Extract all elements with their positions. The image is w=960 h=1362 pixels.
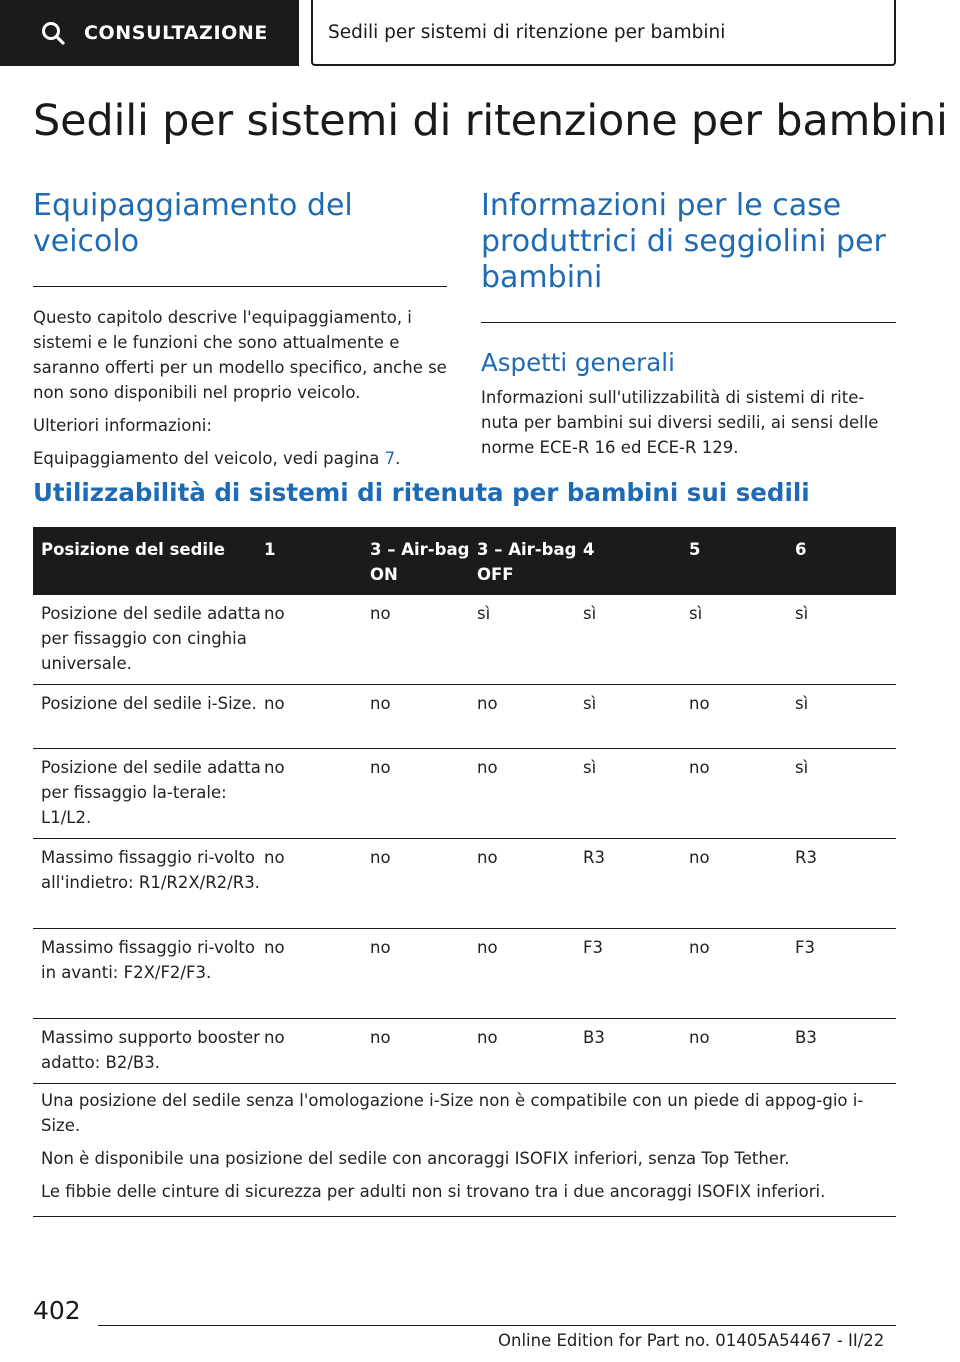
table-cell: no bbox=[264, 848, 285, 867]
section-tab-consultazione[interactable] bbox=[0, 0, 299, 66]
table-cell: sì bbox=[477, 604, 491, 623]
table-cell: no bbox=[370, 848, 391, 867]
header-seat-4: 4 bbox=[583, 540, 595, 559]
table-cell: B3 bbox=[795, 1028, 817, 1047]
edition-text: Online Edition for Part no. 01405A54467 - II/22 bbox=[498, 1331, 885, 1350]
chapter-title: Sedili per sistemi di ritenzione per bambini bbox=[328, 21, 726, 43]
right-column bbox=[481, 188, 896, 460]
table-cell: R3 bbox=[795, 848, 817, 867]
header-seat-position: Posizione del sedile bbox=[41, 540, 225, 559]
row-label: Massimo fissaggio ri-volto in avanti: F2X/F2/F3. bbox=[41, 938, 255, 982]
table-cell: sì bbox=[795, 694, 809, 713]
table-cell: no bbox=[370, 938, 391, 957]
table-cell: sì bbox=[583, 604, 597, 623]
page-header bbox=[0, 0, 960, 66]
table-cell: no bbox=[264, 604, 285, 623]
table-header-row bbox=[33, 527, 896, 595]
table-cell: F3 bbox=[795, 938, 815, 957]
header-seat-5: 5 bbox=[689, 540, 701, 559]
header-seat-6: 6 bbox=[795, 540, 807, 559]
table-cell: F3 bbox=[583, 938, 603, 957]
equipment-reference bbox=[33, 446, 447, 471]
page-link[interactable]: 7 bbox=[384, 449, 396, 468]
row-label: Posizione del sedile i-Size. bbox=[41, 694, 257, 713]
table-cell: no bbox=[689, 694, 710, 713]
table-cell: no bbox=[370, 694, 391, 713]
table-row bbox=[33, 685, 896, 749]
table-cell: no bbox=[264, 938, 285, 957]
chapter-tab[interactable] bbox=[311, 0, 896, 66]
table-cell: no bbox=[264, 694, 285, 713]
equipment-description: Questo capitolo descrive l'equipaggiamento, i sistemi e le funzioni che sono attualmente e saranno offerti per un modello specifico, anche se non sono disponibili nel proprio veicolo. bbox=[33, 308, 447, 402]
table-note: Una posizione del sedile senza l'omologazione i-Size non è compatibile con un piede di appog-gio i-Size. bbox=[41, 1091, 864, 1135]
table-cell: no bbox=[477, 938, 498, 957]
table-cell: sì bbox=[583, 758, 597, 777]
table-cell: no bbox=[264, 1028, 285, 1047]
footer-divider bbox=[98, 1325, 896, 1326]
reference-suffix: . bbox=[395, 449, 401, 468]
table-row bbox=[33, 595, 896, 685]
seat-suitability-table bbox=[33, 527, 896, 1217]
row-label: Posizione del sedile adatta per fissaggio con cinghia universale. bbox=[41, 604, 261, 673]
row-label: Posizione del sedile adatta per fissaggio la-terale: L1/L2. bbox=[41, 758, 261, 827]
table-note: Le fibbie delle cinture di sicurezza per adulti non si trovano tra i due ancoraggi ISOFIX inferiori. bbox=[41, 1182, 826, 1201]
table-cell: B3 bbox=[583, 1028, 605, 1047]
table-cell: no bbox=[689, 1028, 710, 1047]
table-notes bbox=[33, 1084, 896, 1217]
table-cell: sì bbox=[795, 604, 809, 623]
table-cell: sì bbox=[689, 604, 703, 623]
table-cell: no bbox=[477, 1028, 498, 1047]
table-cell: no bbox=[264, 758, 285, 777]
manufacturer-info-heading: Informazioni per le case produttrici di seggiolini per bambini bbox=[481, 188, 886, 295]
table-cell: sì bbox=[795, 758, 809, 777]
table-cell: no bbox=[477, 758, 498, 777]
table-title: Utilizzabilità di sistemi di ritenuta per bambini sui sedili bbox=[33, 478, 810, 507]
general-aspects-heading: Aspetti generali bbox=[481, 348, 675, 377]
table-row bbox=[33, 749, 896, 839]
search-icon bbox=[40, 20, 66, 46]
header-seat-3-airbag-off: 3 – Air-bag OFF bbox=[477, 540, 577, 584]
table-cell: no bbox=[370, 604, 391, 623]
header-seat-1: 1 bbox=[264, 540, 276, 559]
table-row bbox=[33, 1019, 896, 1084]
table-cell: sì bbox=[583, 694, 597, 713]
general-aspects-text: Informazioni sull'utilizzabilità di sistemi di rite-nuta per bambini sui diversi sedili, ai sensi delle norme ECE-R 16 ed ECE-R 129. bbox=[481, 388, 879, 457]
section-divider bbox=[33, 286, 447, 287]
row-label: Massimo fissaggio ri-volto all'indietro: R1/R2X/R2/R3. bbox=[41, 848, 260, 892]
table-cell: no bbox=[477, 694, 498, 713]
further-info-label: Ulteriori informazioni: bbox=[33, 416, 212, 435]
header-seat-3-airbag-on: 3 – Air-bag ON bbox=[370, 540, 470, 584]
section-label: CONSULTAZIONE bbox=[84, 22, 268, 44]
table-cell: no bbox=[370, 1028, 391, 1047]
table-cell: no bbox=[477, 848, 498, 867]
table-cell: no bbox=[370, 758, 391, 777]
reference-text: Equipaggiamento del veicolo, vedi pagina bbox=[33, 449, 385, 468]
table-cell: no bbox=[689, 938, 710, 957]
table-cell: R3 bbox=[583, 848, 605, 867]
table-row bbox=[33, 839, 896, 929]
page-title: Sedili per sistemi di ritenzione per bambini bbox=[33, 96, 948, 146]
left-column bbox=[33, 188, 447, 471]
table-note: Non è disponibile una posizione del sedile con ancoraggi ISOFIX inferiori, senza Top Tether. bbox=[41, 1149, 790, 1168]
table-cell: no bbox=[689, 758, 710, 777]
table-cell: no bbox=[689, 848, 710, 867]
page-number: 402 bbox=[33, 1296, 81, 1325]
table-row bbox=[33, 929, 896, 1019]
row-label: Massimo supporto booster adatto: B2/B3. bbox=[41, 1028, 260, 1072]
vehicle-equipment-heading: Equipaggiamento del veicolo bbox=[33, 188, 353, 259]
section-divider bbox=[481, 322, 896, 323]
